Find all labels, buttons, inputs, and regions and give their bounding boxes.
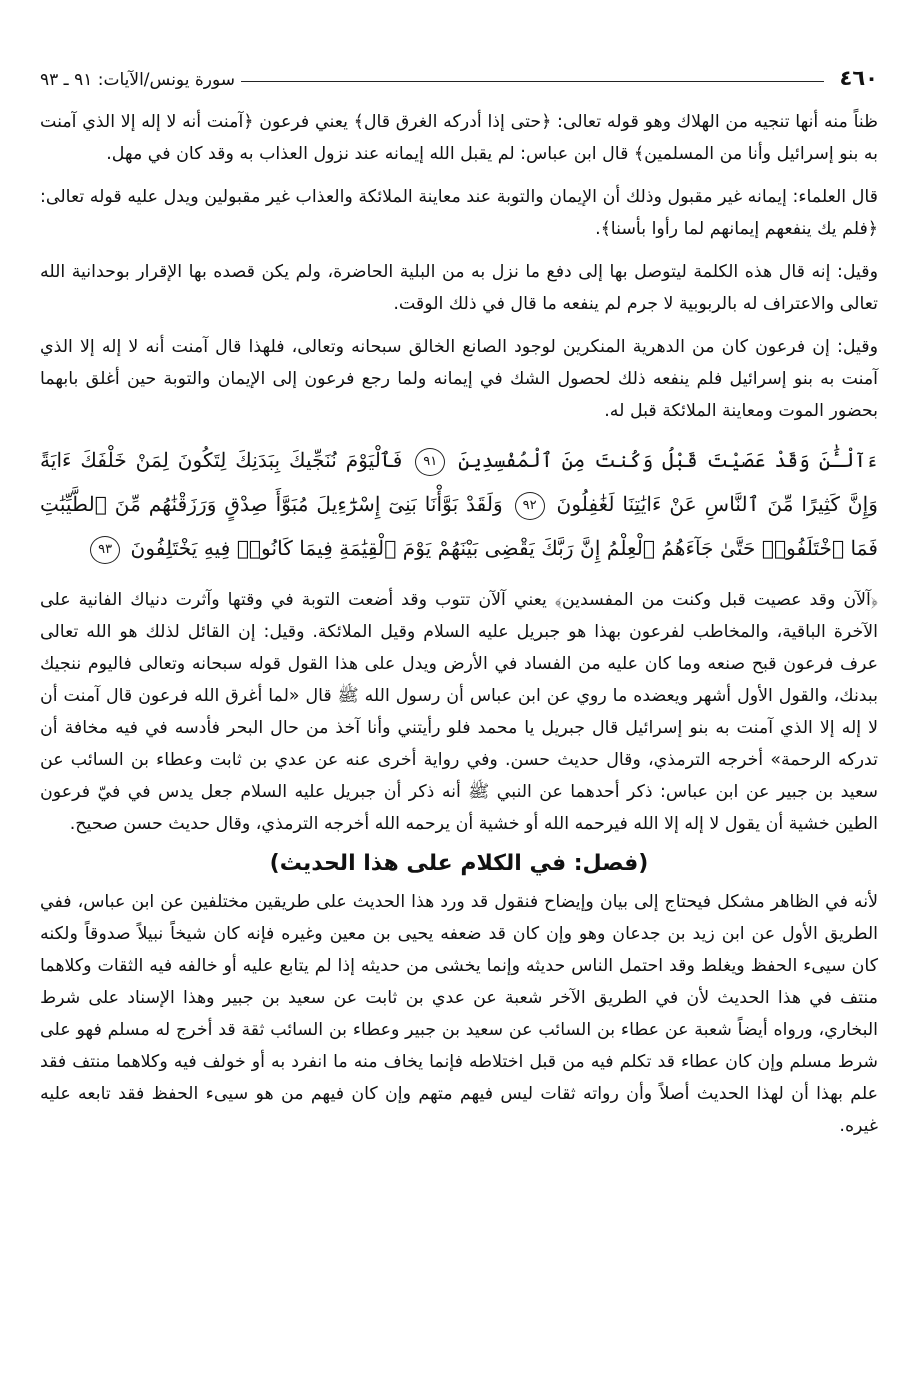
- paragraph-commentary: ﴿آلآن وقد عصيت قبل وكنت من المفسدين﴾ يعني آلآن تتوب وقد أضعت التوبة في وقتها وآثرت دنياك الفانية على الآخرة الباقية، والمخاطب لفرعون بهذا هو جبريل عليه السلام وقيل الملائكة. وقيل: إن القائل لذلك هو الله تعالى عرف فرعون قبح صنعه وما كان عليه من الفساد في الأرض ويدل على هذا القول قوله سبحانه وتعالى فاليوم ننجيك ببدنك، والقول الأول أشهر ويعضده ما روي عن ابن عباس أن رسول الله ﷺ قال «لما أغرق الله فرعون قال آمنت أن لا إله إلا الذي آمنت به بنو إسرائيل قال جبريل يا محمد فلو رأيتني وأنا آخذ من حال البحر فأدسه في فيه مخافة أن تدركه الرحمة» أخرجه الترمذي، وقال حديث حسن. وفي رواية أخرى عنه عن عدي بن ثابت وعطاء بن السائب عن سعيد بن جبير عن ابن عباس: ذكر أحدهما عن النبي ﷺ أنه ذكر أن جبريل عليه السلام جعل يدس في فيّ فرعون الطين خشية أن يقول لا إله إلا الله فيرحمه الله أو خشية أن يرحمه الله أخرجه الترمذي، وقال حديث حسن صحيح.: [40, 590, 878, 834]
- verse-92-text: فَٱلْيَوْمَ نُنَجِّيكَ بِبَدَنِكَ لِتَكُونَ لِمَنْ خَلْفَكَ ءَايَةً وَإِنَّ كَثِيرًا مِّنَ ٱلنَّاسِ عَنْ ءَايَٰتِنَا لَغَٰفِلُونَ: [40, 448, 879, 516]
- paragraph-section-body: لأنه في الظاهر مشكل فيحتاج إلى بيان وإيضاح فنقول قد ورد هذا الحديث على طريقين مختلفين عن ابن عباس، ففي الطريق الأول عن ابن زيد بن جدعان وهو وإن كان قد ضعفه يحيى بن معين وغيره فإنه كان شيخاً نبيلاً صدوقاً ولكنه كان سيىء الحفظ ويغلط وقد احتمل الناس حديثه وإنما يخشى من حديثه إذا لم يتابع عليه أو خالفه فيه الثقات وكلاهما منتف في هذا الحديث لأن في الطريق الآخر شعبة عن عدي بن ثابت عن سعيد بن جبير وهذا الإسناد على شرط البخاري، ورواه أيضاً شعبة عن عطاء بن السائب عن سعيد بن جبير وعطاء بن السائب ثقة قد أخرج له مسلم فهو على شرط مسلم وإن كان عطاء قد تكلم فيه من قبل اختلاطه فإنما يخاف منه ما انفرد به أو خولف فيه وكلاهما منتف فقد علم بهذا أن لهذا الحديث أصلاً وأن رواته ثقات ليس فيهم متهم وإن كان فيهم من هو سيىء الحفظ فقد تابعه عليه غيره.: [40, 892, 878, 1136]
- page-number: ٤٦٠: [839, 66, 878, 90]
- verse-92-number: ٩٢: [515, 492, 545, 520]
- verse-91-text: ءَآلْـَٰٔنَ وَقَدْ عَصَيْتَ قَبْلُ وَكُنتَ مِنَ ٱلْمُفْسِدِينَ: [458, 448, 879, 472]
- quran-verses: [40, 438, 878, 570]
- running-head: سورة يونس/الآيات: ٩١ ـ ٩٣: [40, 70, 235, 90]
- paragraph-2: قال العلماء: إيمانه غير مقبول وذلك أن الإيمان والتوبة عند معاينة الملائكة والعذاب غير مقبولين ويدل عليه قوله تعالى: ﴿فلم يك ينفعهم إيمانهم لما رأوا بأسنا﴾.: [40, 187, 878, 239]
- verse-91-number: ٩١: [415, 448, 445, 476]
- verse-93-text: وَلَقَدْ بَوَّأْنَا بَنِىٓ إِسْرَٰٓءِيلَ مُبَوَّأَ صِدْقٍ وَرَزَقْنَٰهُم مِّنَ ٱلطَّيِّبَٰتِ فَمَا ٱخْتَلَفُوا۟ حَتَّىٰ جَآءَهُمُ ٱلْعِلْمُ إِنَّ رَبَّكَ يَقْضِى بَيْنَهُمْ يَوْمَ ٱلْقِيَٰمَةِ فِيمَا كَانُوا۟ فِيهِ يَخْتَلِفُونَ: [40, 492, 878, 560]
- section-title: (فصل: في الكلام على هذا الحديث): [269, 851, 649, 876]
- page-content: [40, 106, 878, 1153]
- verse-93-number: ٩٣: [90, 536, 120, 564]
- paragraph-3: وقيل: إنه قال هذه الكلمة ليتوصل بها إلى دفع ما نزل به من البلية الحاضرة، ولم يكن قصده بها الإقرار بوحدانية الله تعالى والاعتراف له بالربوبية لا جرم لم ينفعه ما قال في ذلك الوقت.: [40, 262, 878, 314]
- page-header: [40, 60, 878, 90]
- paragraph-1: ظناً منه أنها تنجيه من الهلاك وهو قوله تعالى: ﴿حتى إذا أدركه الغرق قال﴾ يعني فرعون ﴿آمنت أنه لا إله إلا الذي آمنت به بنو إسرائيل وأنا من المسلمين﴾ قال ابن عباس: لم يقبل الله إيمانه عند نزول العذاب به وقد كان في مهل.: [40, 112, 878, 164]
- paragraph-4: وقيل: إن فرعون كان من الدهرية المنكرين لوجود الصانع الخالق سبحانه وتعالى، فلهذا قال آمنت أنه لا إله إلا الذي آمنت به بنو إسرائيل فلم ينفعه ذلك لحصول الشك في إيمانه ولما رجع فرعون إلى الإيمان والتوبة حين أغلق بابهما بحضور الموت ومعاينة الملائكة قبل له.: [40, 337, 878, 421]
- header-rule: [241, 81, 824, 82]
